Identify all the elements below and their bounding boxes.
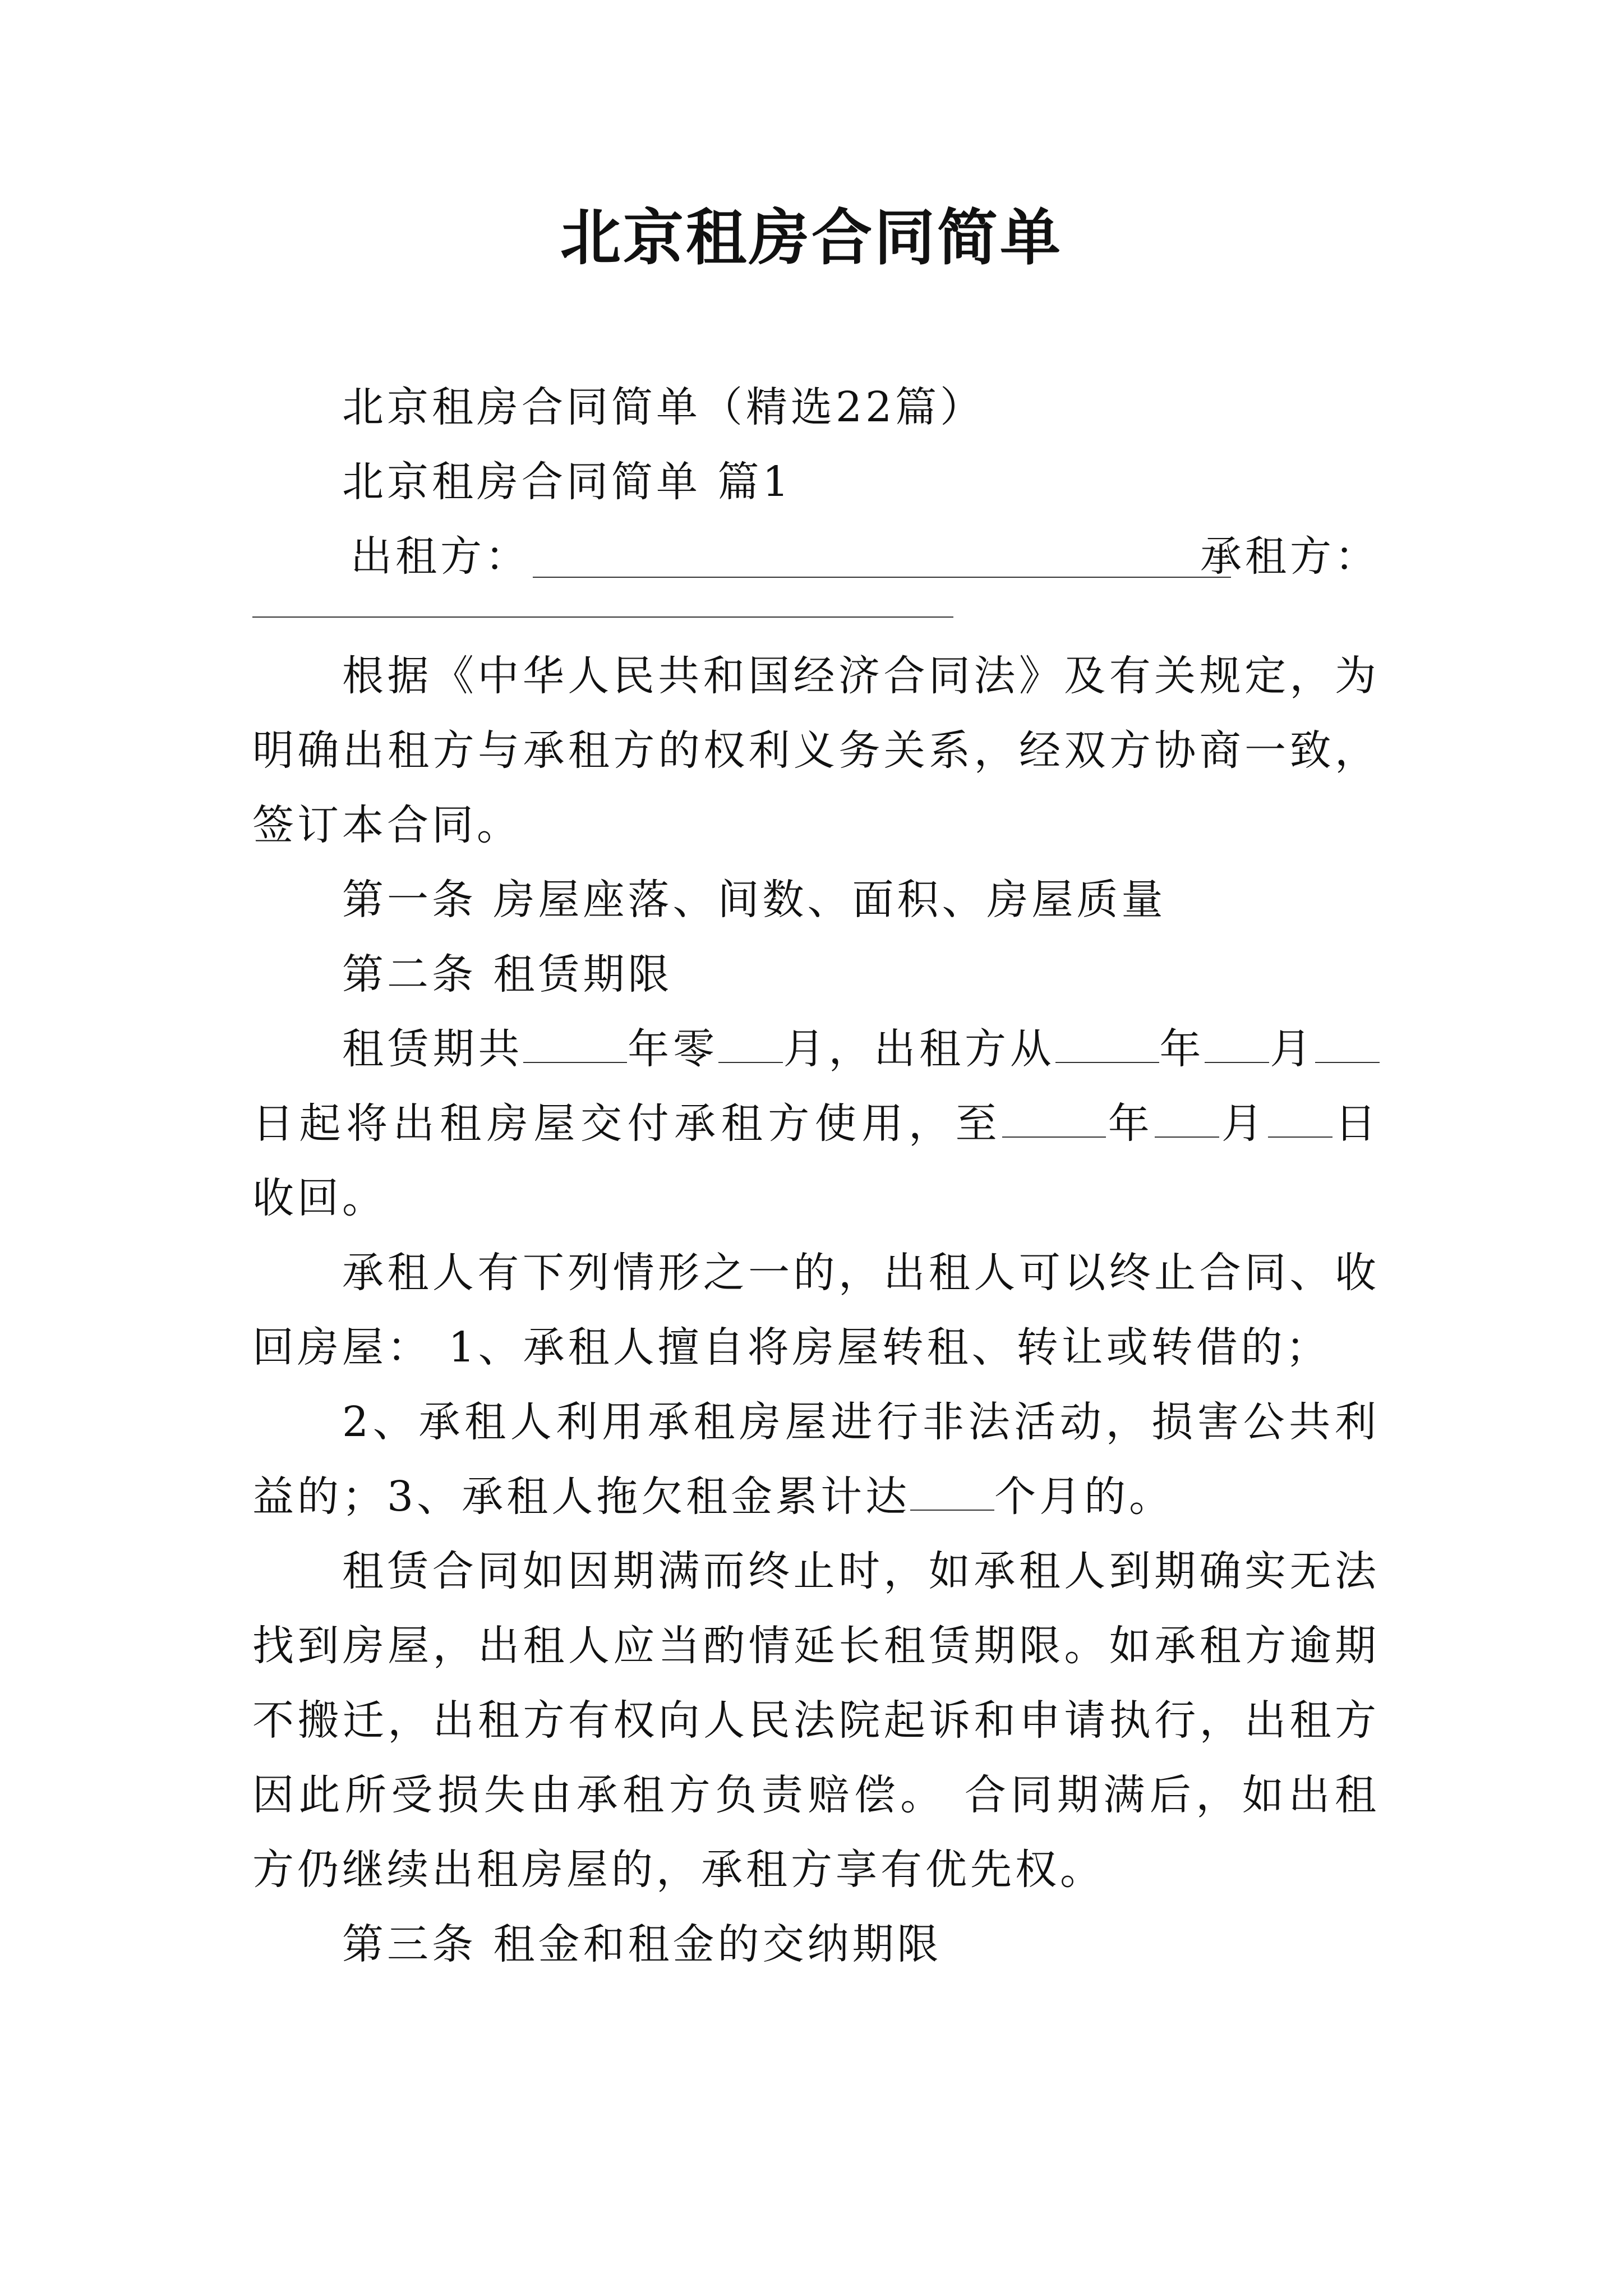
lessee-label: 承租方：: [1200, 532, 1380, 581]
article-1: 第一条 房屋座落、间数、面积、房屋质量: [342, 876, 1166, 924]
blank-end-month: [1155, 1104, 1219, 1138]
document-title: 北京租房合同简单: [560, 203, 1063, 273]
term-text-3: 月，出租方从: [782, 1025, 1055, 1073]
party-line: [252, 519, 1380, 594]
section-heading: 北京租房合同简单 篇1: [342, 458, 792, 506]
term-text-9: 日收回。: [252, 1099, 1380, 1222]
term-text-5: 月: [1269, 1025, 1316, 1073]
termination-text-b: 个月的。: [994, 1473, 1174, 1521]
termination-paragraph: 承租人有下列情形之一的，出租人可以终止合同、收回房屋： 1、承租人擅自将房屋转租、转让或转借的；: [252, 1249, 1380, 1372]
term-text-7: 年: [1106, 1099, 1155, 1148]
document-body: [252, 370, 1380, 1982]
term-text-1: 租赁期共: [342, 1025, 524, 1073]
document-subtitle: 北京租房合同简单（精选22篇）: [342, 383, 985, 431]
termination-text-a: 2、承租人利用承租房屋进行非法活动，损害公共利益的；3、承租人拖欠租金累计达: [252, 1398, 1380, 1521]
term-paragraph: [252, 1012, 1380, 1236]
article-2: 第二条 租赁期限: [342, 950, 673, 999]
expiry-paragraph: 租赁合同如因期满而终止时，如承租人到期确实无法找到房屋，出租人应当酌情延长租赁期限。如承租方逾期不搬迁，出租方有权向人民法院起诉和申请执行，出租方因此所受损失由承租方负责赔偿。 合同期满后，如出租方仍继续出租房屋的，承租方享有优先权。: [252, 1547, 1380, 1894]
lessee-blank: [252, 616, 953, 618]
blank-start-month: [1205, 1029, 1269, 1063]
intro-paragraph: 根据《中华人民共和国经济合同法》及有关规定，为明确出租方与承租方的权利义务关系，经双方协商一致，签订本合同。: [252, 652, 1380, 849]
blank-months: [718, 1029, 783, 1063]
termination-clause-2: [252, 1385, 1380, 1534]
article-3: 第三条 租金和租金的交纳期限: [342, 1920, 942, 1968]
blank-arrears-months: [910, 1477, 994, 1511]
blank-end-day: [1268, 1104, 1332, 1138]
term-text-8: 月: [1219, 1099, 1269, 1148]
blank-start-day: [1315, 1029, 1380, 1063]
lessee-blank-line: [252, 594, 1380, 639]
blank-start-year: [1055, 1029, 1159, 1063]
term-text-6: 日起将出租房屋交付承租方使用，至: [252, 1099, 1003, 1148]
lessor-label: 出租方：: [351, 532, 530, 581]
term-text-2: 年零: [627, 1025, 718, 1073]
term-text-4: 年: [1159, 1025, 1205, 1073]
blank-end-year: [1002, 1104, 1106, 1138]
blank-years: [523, 1029, 627, 1063]
lessor-blank: [533, 577, 1231, 578]
